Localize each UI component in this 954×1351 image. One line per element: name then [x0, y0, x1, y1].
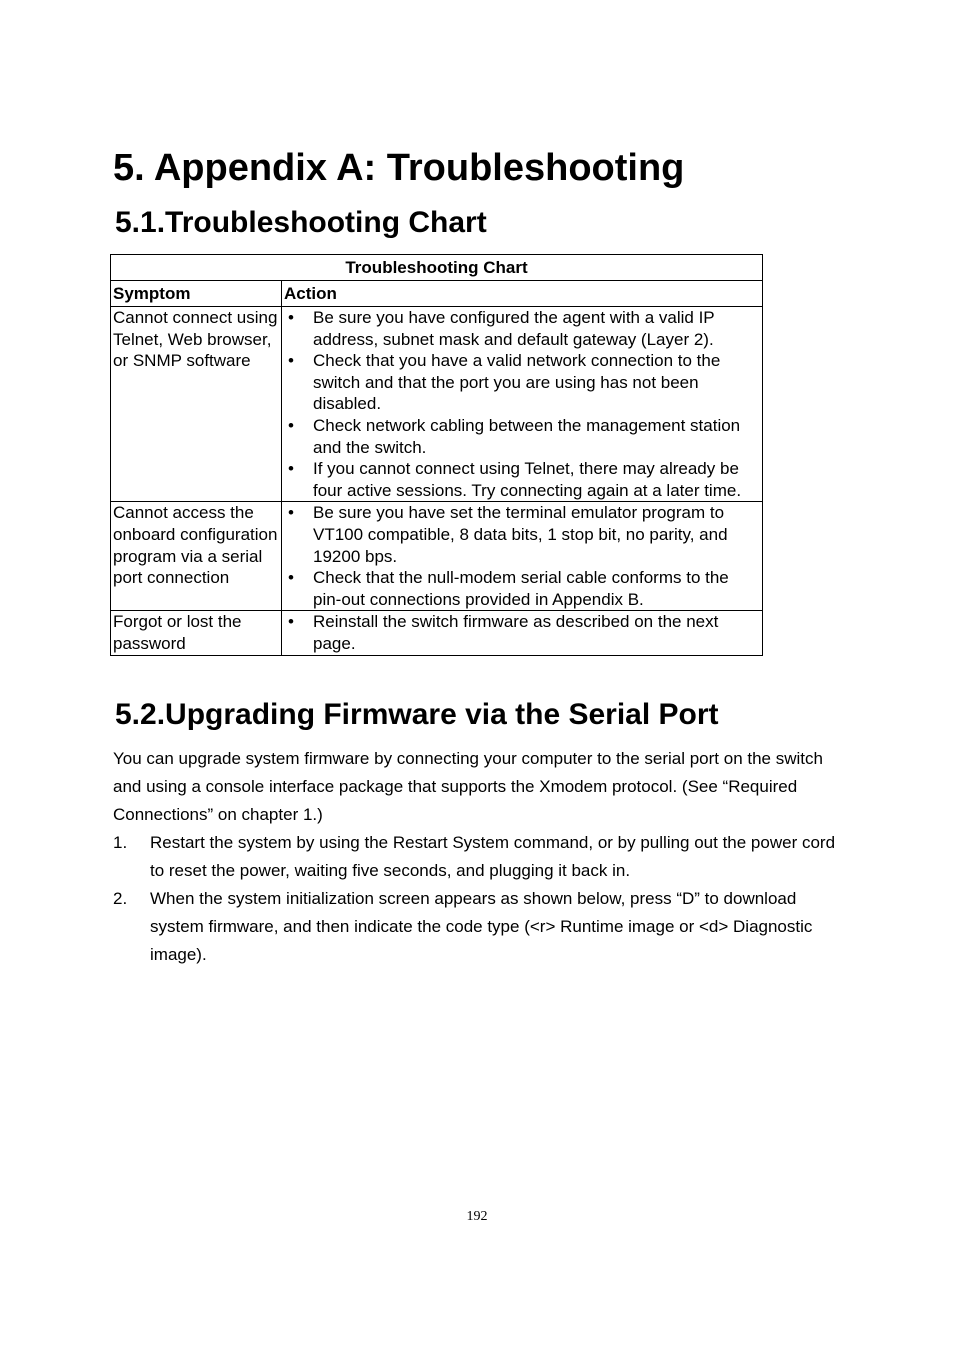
action-item [284, 415, 760, 458]
action-text: If you cannot connect using Telnet, there may already be four active sessions. Try connecting again at a later time. [313, 459, 742, 500]
troubleshooting-table [110, 254, 763, 656]
page-number: 192 [466, 1209, 488, 1224]
action-item [284, 611, 760, 654]
action-item [284, 350, 760, 415]
action-text: Check that you have a valid network connection to the switch and that the port you are using has not been disabled. [313, 351, 721, 414]
table-caption-row [111, 255, 763, 281]
bullet-icon: • [288, 503, 294, 523]
action-cell [282, 611, 763, 655]
step-number: 2. [113, 889, 128, 908]
action-text: Be sure you have configured the agent with a valid IP address, subnet mask and default gateway (Layer 2). [313, 308, 715, 349]
bullet-icon: • [288, 308, 294, 327]
action-item [284, 502, 760, 567]
action-item [284, 307, 760, 350]
intro-paragraph: You can upgrade system firmware by connecting your computer to the serial port on the switch and using a console interface package that supports the Xmodem protocol. (See “Required Connections” on chapter 1.) [113, 749, 823, 824]
action-text: Be sure you have set the terminal emulator program to VT100 compatible, 8 data bits, 1 stop bit, no parity, and 19200 bps. [313, 503, 728, 566]
action-item [284, 458, 760, 501]
action-item [284, 567, 760, 610]
action-text: Check that the null-modem serial cable conforms to the pin-out connections provided in Appendix B. [313, 568, 729, 609]
step-item [113, 885, 843, 969]
column-header-symptom: Symptom [111, 281, 282, 307]
section-title-troubleshooting-chart: 5.1.Troubleshooting Chart [115, 206, 487, 239]
symptom-cell: Cannot access the onboard configuration program via a serial port connection [111, 502, 282, 611]
step-text: Restart the system by using the Restart System command, or by pulling out the power cord to reset the power, waiting five seconds, and plugging it back in. [150, 833, 836, 880]
action-text: Reinstall the switch firmware as described on the next page. [313, 612, 719, 653]
bullet-icon: • [288, 568, 294, 588]
table-caption: Troubleshooting Chart [111, 255, 763, 281]
table-row [111, 307, 763, 502]
step-number: 1. [113, 833, 128, 852]
bullet-icon: • [288, 415, 294, 435]
symptom-cell: Forgot or lost the password [111, 611, 282, 655]
bullet-icon: • [288, 612, 294, 632]
step-item [113, 829, 843, 885]
action-list [284, 307, 760, 501]
chapter-title: 5. Appendix A: Troubleshooting [113, 147, 685, 189]
bullet-icon: • [288, 351, 294, 371]
step-text: When the system initialization screen appears as shown below, press “D” to download system firmware, and then indicate the code type (<r> Runtime image or <d> Diagnostic image). [150, 889, 813, 964]
steps-list [113, 829, 843, 969]
symptom-cell: Cannot connect using Telnet, Web browser, or SNMP software [111, 307, 282, 502]
bullet-icon: • [288, 459, 294, 479]
action-list [284, 611, 760, 654]
action-cell [282, 502, 763, 611]
table-row [111, 502, 763, 611]
section-title-upgrading-firmware: 5.2.Upgrading Firmware via the Serial Port [115, 698, 719, 731]
action-text: Check network cabling between the management station and the switch. [313, 415, 741, 457]
table-header-row [111, 281, 763, 307]
action-list [284, 502, 760, 610]
action-cell [282, 307, 763, 502]
column-header-action: Action [282, 281, 763, 307]
table-row [111, 611, 763, 655]
